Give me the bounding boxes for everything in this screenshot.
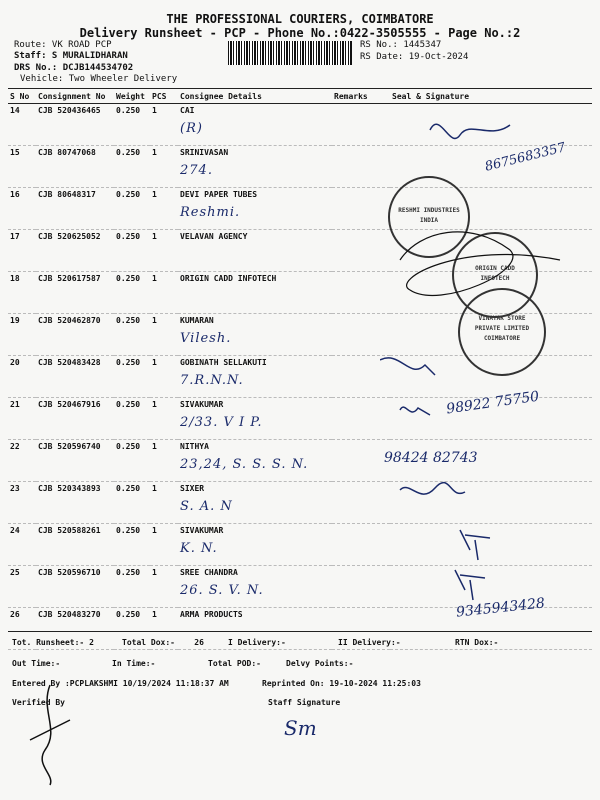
row-pcs: 1 — [150, 398, 178, 440]
signature-stroke — [460, 530, 490, 560]
row-pcs: 1 — [150, 566, 178, 608]
col-pcs: PCS — [150, 89, 178, 104]
row-consignee — [178, 524, 332, 566]
signature-stroke — [400, 483, 465, 495]
staff-signature: Sm — [284, 716, 317, 740]
row-weight: 0.250 — [114, 524, 150, 566]
consignee-name: SIVAKUMAR — [180, 526, 224, 535]
verified-by: Verified By — [12, 698, 65, 707]
entered-by: Entered By :PCPLAKSHMI 10/19/2024 11:18:37 AM — [12, 679, 229, 688]
consignee-name: CAI — [180, 106, 195, 115]
rtn-dox: RTN Dox:- — [455, 638, 499, 647]
stamp-text: ORIGIN CADD INFOTECH — [475, 265, 515, 282]
row-consignment: CJB 520483270 — [36, 608, 114, 650]
consignee-name: NITHYA — [180, 442, 209, 451]
handwritten-note: 2/33. V I P. — [180, 415, 263, 430]
row-sno: 17 — [8, 230, 36, 272]
handwritten-note: S. A. N — [180, 499, 233, 514]
consignee-name: GOBINATH SELLAKUTI — [180, 358, 267, 367]
row-pcs: 1 — [150, 356, 178, 398]
consignee-name: DEVI PAPER TUBES — [180, 190, 258, 199]
consignee-name: ARMA PRODUCTS — [180, 610, 243, 619]
row-consignee — [178, 272, 332, 314]
reprinted-on: Reprinted On: 19-10-2024 11:25:03 — [262, 679, 421, 688]
total-dox: Total Dox:- 26 — [122, 638, 204, 647]
row-weight: 0.250 — [114, 440, 150, 482]
col-sno: S No — [8, 89, 36, 104]
col-seal-signature: Seal & Signature — [390, 89, 592, 104]
consignee-name: KUMARAN — [180, 316, 214, 325]
row-consignment: CJB 80648317 — [36, 188, 114, 230]
stamp-text: VINAYAK STORE PRIVATE LIMITED COIMBATORE — [474, 315, 530, 342]
row-pcs: 1 — [150, 272, 178, 314]
col-consignment: Consignment No — [36, 89, 114, 104]
row-consignee — [178, 188, 332, 230]
row-sno: 21 — [8, 398, 36, 440]
ii-delivery: II Delivery:- — [338, 638, 401, 647]
row-sno: 22 — [8, 440, 36, 482]
row-pcs: 1 — [150, 440, 178, 482]
row-pcs: 1 — [150, 104, 178, 146]
col-remarks: Remarks — [332, 89, 390, 104]
row-consignment: CJB 520596740 — [36, 440, 114, 482]
row-consignment: CJB 520617587 — [36, 272, 114, 314]
consignee-name: SRINIVASAN — [180, 148, 229, 157]
drs-label: DRS No.: DCJB144534702 — [14, 63, 134, 73]
barcode-icon — [228, 41, 352, 65]
row-sno: 15 — [8, 146, 36, 188]
row-consignee — [178, 482, 332, 524]
row-sno: 26 — [8, 608, 36, 650]
row-sno: 20 — [8, 356, 36, 398]
row-consignment: CJB 80747068 — [36, 146, 114, 188]
row-pcs: 1 — [150, 608, 178, 650]
consignee-name: SREE CHANDRA — [180, 568, 238, 577]
signature-stroke — [400, 407, 430, 415]
row-sno: 18 — [8, 272, 36, 314]
handwritten-note: 7.R.N.N. — [180, 373, 244, 388]
out-time: Out Time:- — [12, 659, 61, 668]
stamp-text: RESHMI INDUSTRIES INDIA — [398, 207, 460, 224]
consignee-name: VELAVAN AGENCY — [180, 232, 248, 241]
handwritten-phone: 8675683357 — [483, 140, 568, 175]
row-consignee — [178, 566, 332, 608]
route-label: Route: VK ROAD PCP — [14, 40, 112, 50]
row-pcs: 1 — [150, 146, 178, 188]
signature-stroke — [400, 232, 560, 296]
row-pcs: 1 — [150, 482, 178, 524]
row-weight: 0.250 — [114, 566, 150, 608]
document-title: THE PROFESSIONAL COURIERS, COIMBATORE — [166, 12, 434, 26]
row-consignee — [178, 440, 332, 482]
row-weight: 0.250 — [114, 272, 150, 314]
row-sno: 24 — [8, 524, 36, 566]
row-consignment: CJB 520625052 — [36, 230, 114, 272]
signature-stroke — [380, 358, 435, 375]
row-pcs: 1 — [150, 230, 178, 272]
row-sno: 23 — [8, 482, 36, 524]
handwritten-note: Reshmi. — [180, 205, 241, 220]
rs-date: RS Date: 19-Oct-2024 — [360, 52, 469, 62]
total-pod: Total POD:- — [208, 659, 261, 668]
handwritten-phone: 9345943428 — [455, 595, 546, 621]
row-weight: 0.250 — [114, 230, 150, 272]
row-weight: 0.250 — [114, 104, 150, 146]
row-weight: 0.250 — [114, 314, 150, 356]
handwritten-phone: 98424 82743 — [384, 450, 478, 466]
signature-scribbles — [380, 110, 580, 620]
row-consignment: CJB 520588261 — [36, 524, 114, 566]
in-time: In Time:- — [112, 659, 156, 668]
document-subtitle: Delivery Runsheet - PCP - Phone No.:0422-3505555 - Page No.:2 — [79, 26, 521, 40]
row-consignment: CJB 520596710 — [36, 566, 114, 608]
row-pcs: 1 — [150, 314, 178, 356]
row-sno: 14 — [8, 104, 36, 146]
row-sno: 25 — [8, 566, 36, 608]
consignee-name: SIVAKUMAR — [180, 400, 224, 409]
consignee-name: ORIGIN CADD INFOTECH — [180, 274, 277, 283]
verifier-signature — [20, 680, 80, 790]
delvy-points: Delvy Points:- — [286, 659, 354, 668]
row-weight: 0.250 — [114, 398, 150, 440]
row-consignee — [178, 146, 332, 188]
row-consignment: CJB 520483428 — [36, 356, 114, 398]
signature-stroke — [430, 124, 510, 138]
col-weight: Weight — [114, 89, 150, 104]
rs-number: RS No.: 1445347 — [360, 40, 442, 50]
col-consignee: Consignee Details — [178, 89, 332, 104]
row-weight: 0.250 — [114, 608, 150, 650]
signature-stroke — [455, 570, 485, 600]
row-weight: 0.250 — [114, 146, 150, 188]
row-weight: 0.250 — [114, 188, 150, 230]
row-sno: 16 — [8, 188, 36, 230]
row-pcs: 1 — [150, 524, 178, 566]
row-consignee — [178, 356, 332, 398]
handwritten-note: 26. S. V. N. — [180, 583, 264, 598]
table-header-row — [8, 89, 592, 104]
row-consignment: CJB 520462870 — [36, 314, 114, 356]
row-consignee — [178, 230, 332, 272]
i-delivery: I Delivery:- — [228, 638, 286, 647]
consignee-name: SIXER — [180, 484, 205, 493]
handwritten-phone: 98922 75750 — [445, 388, 541, 418]
row-weight: 0.250 — [114, 356, 150, 398]
handwritten-note: 23,24, S. S. S. N. — [180, 457, 309, 472]
staff-signature-label: Staff Signature — [268, 698, 341, 707]
vehicle-label: Vehicle: Two Wheeler Delivery — [20, 74, 178, 84]
handwritten-note: (R) — [180, 121, 203, 136]
row-consignee — [178, 314, 332, 356]
handwritten-note: K. N. — [180, 541, 218, 556]
handwritten-note: Vilesh. — [180, 331, 232, 346]
row-consignee — [178, 398, 332, 440]
row-consignment: CJB 520436465 — [36, 104, 114, 146]
footer-divider — [8, 631, 592, 632]
row-sno: 19 — [8, 314, 36, 356]
staff-label: Staff: S MURALIDHARAN — [14, 51, 128, 61]
tot-runsheet: Tot. Runsheet:- 2 — [12, 638, 94, 647]
row-pcs: 1 — [150, 188, 178, 230]
row-consignee — [178, 104, 332, 146]
handwritten-note: 274. — [180, 163, 213, 178]
row-weight: 0.250 — [114, 482, 150, 524]
row-consignment: CJB 520467916 — [36, 398, 114, 440]
row-consignment: CJB 520343893 — [36, 482, 114, 524]
signature-stroke — [30, 685, 70, 785]
